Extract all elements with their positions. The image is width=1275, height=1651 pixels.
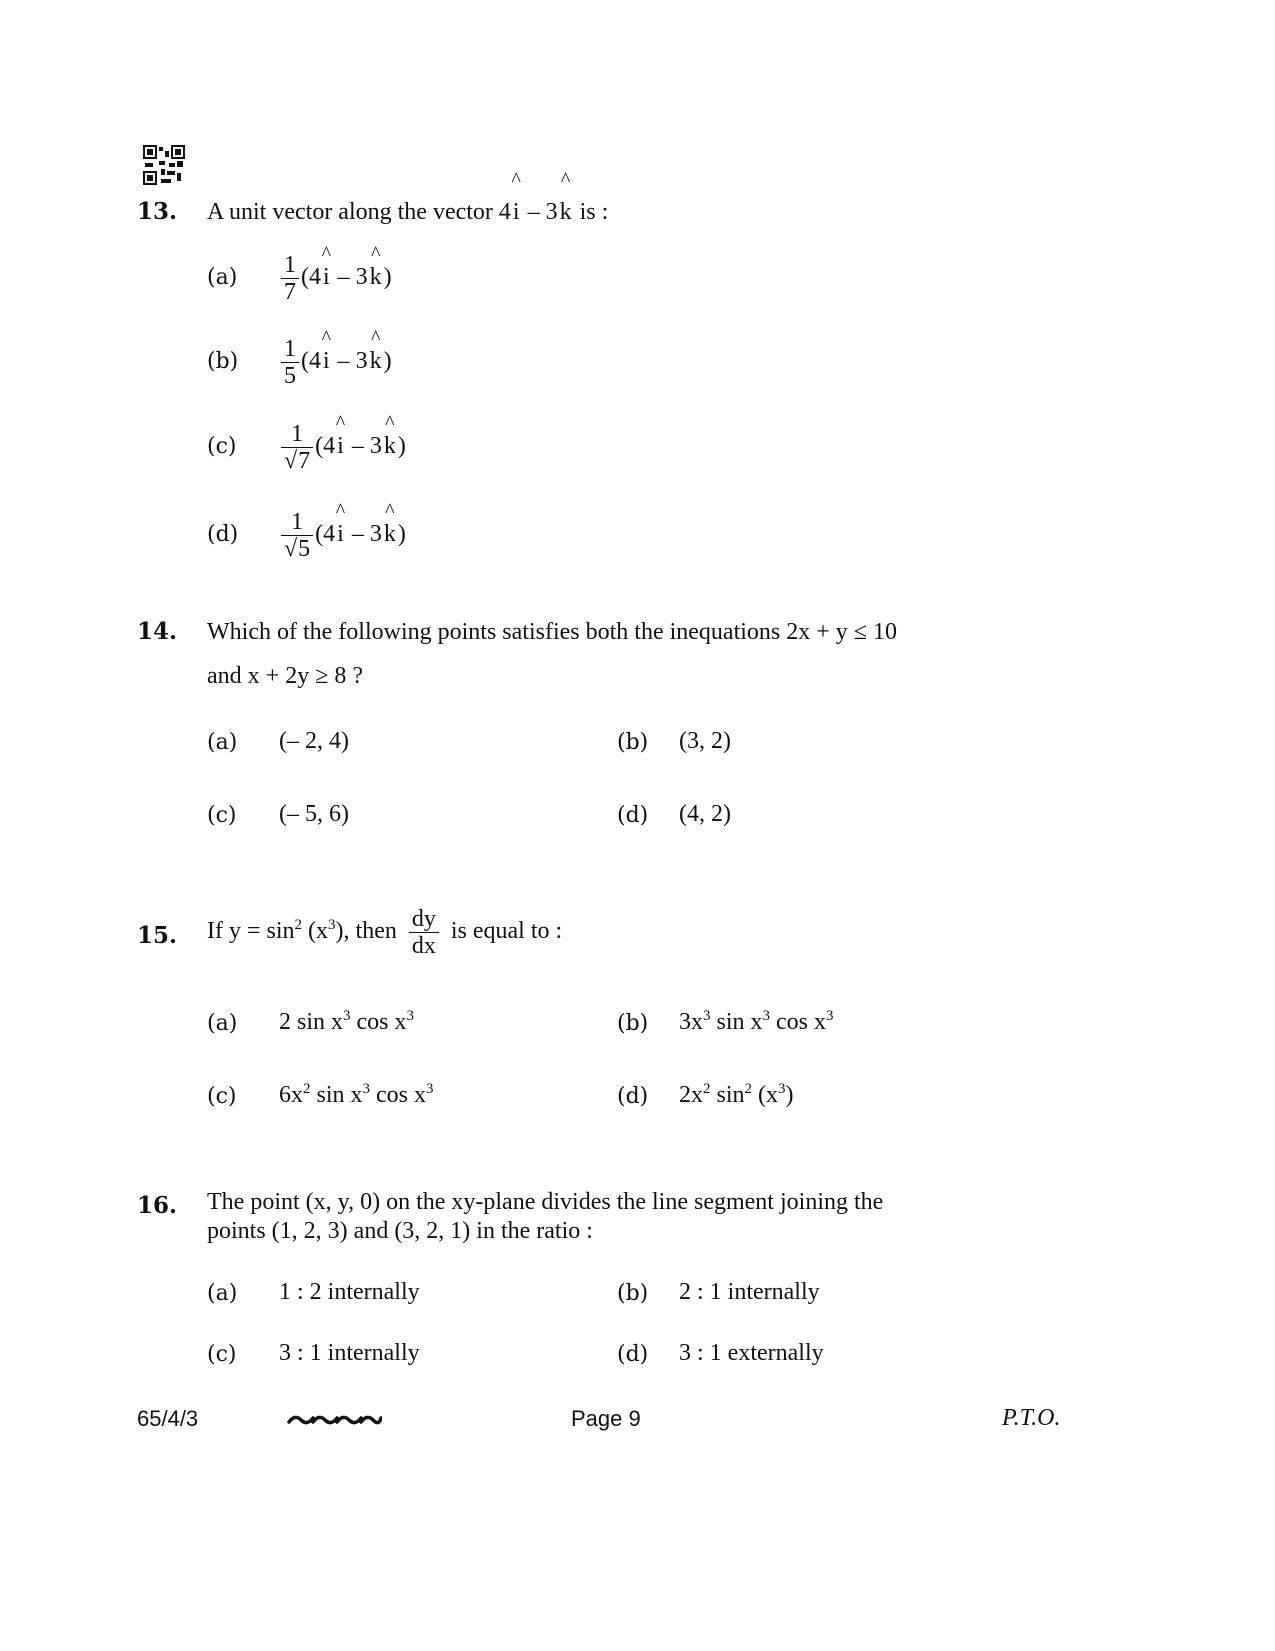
- i-symbol: i: [323, 348, 330, 375]
- option-label: (c): [207, 803, 237, 828]
- q16-option-a[interactable]: [207, 1279, 420, 1306]
- close-paren: ): [397, 521, 406, 548]
- option-expression: [281, 412, 406, 474]
- q15-text-d: is equal to :: [450, 918, 563, 945]
- hat-icon: ^: [335, 500, 346, 523]
- option-text: 1 : 2 internally: [279, 1279, 420, 1305]
- option-label: (c): [207, 1342, 237, 1367]
- exponent: 3: [826, 1008, 834, 1024]
- option-label: (b): [617, 1011, 649, 1036]
- q16-line1: The point (x, y, 0) on the xy-plane divides the line segment joining the: [207, 1189, 884, 1215]
- q13-number: 13.: [137, 198, 178, 225]
- option-label: (c): [207, 434, 237, 459]
- option-text: 3 : 1 externally: [679, 1340, 824, 1366]
- k-hat: [368, 327, 384, 375]
- fraction-numerator: 1: [291, 421, 304, 447]
- k-symbol: k: [383, 433, 396, 460]
- k-symbol: k: [369, 264, 382, 291]
- exponent: 2: [303, 1081, 311, 1097]
- q14-option-c[interactable]: [207, 801, 349, 828]
- fraction-denominator: [281, 535, 313, 562]
- q14-text: [207, 610, 1057, 698]
- q16-number: 16.: [137, 1192, 178, 1219]
- hat-icon: ^: [321, 327, 332, 350]
- fraction-numerator: 1: [284, 252, 296, 278]
- q16-text: [207, 1188, 1057, 1246]
- exponent: 3: [343, 1008, 351, 1024]
- q14-line2: and x + 2y ≥ 8 ?: [207, 663, 364, 689]
- exponent: 2: [744, 1081, 753, 1097]
- fraction-numerator: 1: [284, 336, 296, 362]
- option-label: (b): [617, 730, 649, 755]
- k-hat: [368, 243, 384, 291]
- q15-text-b: (x: [302, 918, 329, 945]
- exponent: 3: [406, 1008, 415, 1024]
- q15-number: 15.: [137, 922, 178, 949]
- exponent: 3: [426, 1081, 434, 1097]
- option-text: [679, 1082, 794, 1109]
- option-text: (– 5, 6): [279, 801, 349, 827]
- option-label: (a): [207, 1281, 238, 1306]
- fraction: [281, 336, 299, 389]
- option-label: (d): [617, 1342, 649, 1367]
- option-label: (d): [207, 522, 239, 547]
- q14-number: 14.: [137, 618, 178, 645]
- fraction: [281, 421, 313, 474]
- fraction-numerator: 1: [291, 509, 304, 535]
- q15-option-d[interactable]: [617, 1081, 794, 1109]
- hat-icon: ^: [511, 169, 521, 191]
- q13-minus: – 3: [527, 199, 558, 225]
- sqrt-radical: [284, 448, 310, 474]
- close-paren: ): [383, 348, 392, 375]
- q13-prefix: A unit vector along the vector: [207, 199, 493, 225]
- q16-option-d[interactable]: [617, 1340, 824, 1367]
- k-symbol: k: [369, 348, 382, 375]
- i-hat: [335, 500, 346, 548]
- k-hat: [382, 412, 398, 460]
- tilde-ornament-icon: [287, 1410, 382, 1430]
- k-symbol: k: [383, 521, 396, 548]
- q16-option-c[interactable]: [207, 1340, 420, 1367]
- fraction-denominator: dx: [409, 932, 439, 959]
- fraction: [281, 252, 299, 305]
- q14-option-d[interactable]: [617, 801, 731, 828]
- q13-suffix: is :: [579, 199, 609, 225]
- sqrt-radical: [284, 536, 310, 562]
- k-symbol: k: [559, 199, 572, 225]
- minus-term: – 3: [351, 521, 382, 548]
- minus-term: – 3: [337, 264, 368, 291]
- q15-text: [207, 906, 562, 959]
- q14-option-b[interactable]: [617, 728, 731, 755]
- hat-icon: ^: [335, 412, 346, 435]
- exponent: 3: [762, 1008, 771, 1024]
- minus-term: – 3: [351, 433, 382, 460]
- hat-icon: ^: [560, 169, 571, 191]
- i-symbol: i: [323, 264, 330, 291]
- q14-line1: Which of the following points satisfies both the inequations 2x + y ≤ 10: [207, 619, 897, 645]
- open-paren: (4: [301, 264, 321, 291]
- hat-icon: ^: [385, 412, 395, 435]
- i-symbol: i: [337, 521, 344, 548]
- exponent: 2: [703, 1081, 711, 1097]
- option-text: 3 : 1 internally: [279, 1340, 420, 1366]
- minus-term: – 3: [337, 348, 368, 375]
- q15-option-b[interactable]: [617, 1008, 834, 1036]
- term: (x: [752, 1082, 779, 1108]
- derivative-fraction: [409, 906, 439, 959]
- i-symbol: i: [512, 199, 520, 225]
- i-hat: [321, 327, 332, 375]
- term: 3x: [679, 1009, 703, 1035]
- q15-option-a[interactable]: [207, 1008, 415, 1036]
- open-paren: (4: [301, 348, 321, 375]
- q13-coef-i: 4: [498, 199, 511, 225]
- hat-icon: ^: [370, 327, 381, 350]
- option-label: (a): [207, 265, 238, 290]
- option-text: (– 2, 4): [279, 728, 349, 754]
- open-paren: (4: [315, 433, 336, 460]
- term: 2x: [679, 1082, 703, 1108]
- term: cos x: [350, 1009, 407, 1035]
- term: 2 sin x: [279, 1009, 344, 1035]
- hat-icon: ^: [370, 243, 381, 266]
- k-hat: [382, 500, 398, 548]
- k-hat-vector: [558, 169, 574, 234]
- i-hat: [321, 243, 332, 291]
- fraction: [281, 509, 313, 562]
- q15-sup-b: 3: [328, 917, 336, 934]
- close-paren: ): [397, 433, 406, 460]
- i-hat: [335, 412, 346, 460]
- option-label: (d): [617, 803, 649, 828]
- option-label: (b): [617, 1281, 649, 1306]
- fraction-denominator: [281, 447, 313, 474]
- sqrt-icon: √: [284, 536, 298, 562]
- i-hat-vector: [511, 169, 522, 234]
- i-symbol: i: [337, 433, 344, 460]
- term: cos x: [370, 1082, 427, 1108]
- hat-icon: ^: [321, 243, 332, 266]
- exponent: 3: [703, 1008, 711, 1024]
- exponent: 3: [778, 1081, 786, 1097]
- exponent: 3: [362, 1081, 371, 1097]
- q13-text: [207, 169, 609, 234]
- fraction-denominator: 7: [281, 278, 299, 305]
- q15-text-a: If y = sin: [207, 918, 295, 945]
- option-text: (4, 2): [679, 801, 731, 827]
- option-label: (b): [207, 349, 239, 374]
- term: sin x: [310, 1082, 363, 1108]
- q16-line2: points (1, 2, 3) and (3, 2, 1) in the ratio :: [207, 1218, 593, 1244]
- qr-code: [143, 145, 185, 185]
- close-paren: ): [383, 264, 392, 291]
- term: 6x: [279, 1082, 303, 1108]
- term: cos x: [770, 1009, 827, 1035]
- term: ): [785, 1082, 794, 1108]
- option-expression: [281, 327, 392, 389]
- term: sin x: [710, 1009, 763, 1035]
- q15-text-c: ), then: [335, 918, 397, 945]
- page-number: Page 9: [571, 1406, 641, 1431]
- pto-label: P.T.O.: [1002, 1405, 1061, 1431]
- q15-option-c[interactable]: [207, 1081, 434, 1109]
- option-text: 2 : 1 internally: [679, 1279, 820, 1305]
- option-expression: [281, 243, 392, 305]
- option-label: (d): [617, 1084, 649, 1109]
- fraction-denominator: 5: [281, 362, 299, 389]
- fraction-numerator: dy: [411, 906, 436, 932]
- radicand: 5: [298, 536, 311, 562]
- option-label: (a): [207, 730, 238, 755]
- term: sin: [710, 1082, 745, 1108]
- radicand: 7: [298, 448, 311, 474]
- option-label: (a): [207, 1011, 238, 1036]
- q16-option-b[interactable]: [617, 1279, 820, 1306]
- hat-icon: ^: [385, 500, 395, 523]
- q15-sup-a: 2: [294, 917, 303, 934]
- sqrt-icon: √: [284, 448, 298, 474]
- option-text: [279, 1082, 434, 1109]
- option-expression: [281, 500, 406, 562]
- open-paren: (4: [315, 521, 336, 548]
- paper-code: 65/4/3: [137, 1406, 199, 1431]
- option-text: [279, 1009, 414, 1036]
- q14-option-a[interactable]: [207, 728, 349, 755]
- option-text: (3, 2): [679, 728, 731, 754]
- option-text: [679, 1009, 834, 1036]
- option-label: (c): [207, 1084, 237, 1109]
